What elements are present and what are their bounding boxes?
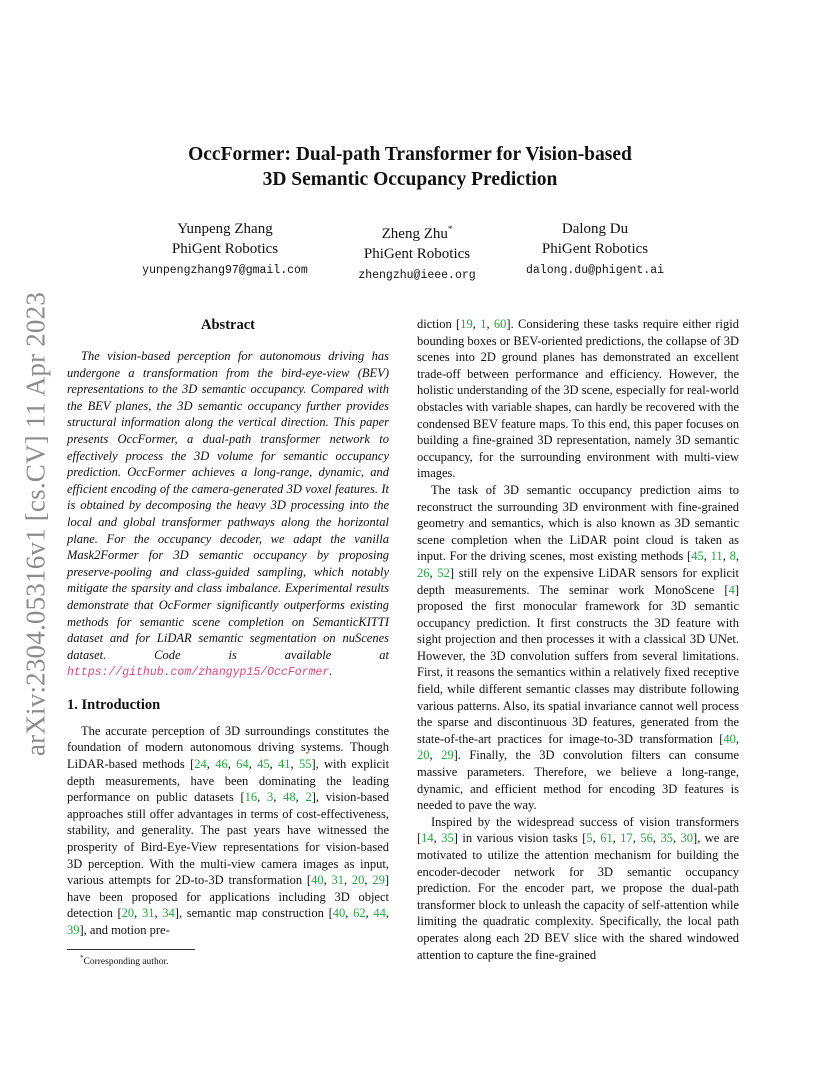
citation-link[interactable]: 39 bbox=[67, 923, 80, 937]
citation-link[interactable]: 20 bbox=[417, 748, 430, 763]
title-line-1: OccFormer: Dual-path Transformer for Vision-based bbox=[188, 144, 632, 165]
arxiv-stamp bbox=[21, 285, 51, 763]
citation-link[interactable]: 44 bbox=[373, 906, 386, 921]
citation-link[interactable]: 29 bbox=[372, 873, 385, 888]
citation-link[interactable]: 14 bbox=[421, 831, 434, 846]
text-run: The task of 3D semantic occupancy prediction aims to reconstruct the surrounding 3D environment with fine-grained geometry and semantics, which is also known as 3D semantic scene completion when the LiDAR point cloud is taken as input. For the driving scenes, most existing methods [ bbox=[417, 482, 739, 564]
citation-link[interactable]: 30 bbox=[680, 831, 694, 846]
citation-link[interactable]: 19 bbox=[460, 317, 473, 331]
right-column bbox=[417, 316, 739, 963]
author-block-1 bbox=[135, 220, 315, 279]
text-run: ] have been proposed for applications including 3D object detection [ bbox=[67, 873, 389, 921]
author-name-line bbox=[327, 220, 507, 245]
author-name: Yunpeng Zhang bbox=[177, 221, 273, 237]
text-run: ], semantic map construction [ bbox=[174, 906, 333, 921]
text-run: Inspired by the widespread success of vision transformers [ bbox=[417, 814, 739, 846]
citation-link[interactable]: 64 bbox=[236, 757, 249, 772]
footnote-rule bbox=[67, 949, 195, 950]
author-email[interactable]: yunpengzhang97@gmail.com bbox=[142, 264, 308, 277]
text-run: , bbox=[385, 906, 389, 921]
citation-link[interactable]: 31 bbox=[331, 873, 344, 888]
text-run: , bbox=[652, 831, 661, 846]
left-column bbox=[67, 316, 389, 939]
citation-link[interactable]: 62 bbox=[353, 906, 366, 921]
text-run: The accurate perception of 3D surroundings constitutes the foundation of modern autonomous driving systems. Though LiDAR-based methods [ bbox=[67, 723, 389, 772]
citation-link[interactable]: 31 bbox=[141, 906, 155, 921]
abstract-end: . bbox=[329, 664, 333, 679]
author-name: Dalong Du bbox=[561, 221, 629, 237]
citation-link[interactable]: 56 bbox=[640, 831, 653, 846]
text-run: ]. Considering these tasks require either rigid bounding boxes or BEV-oriented predictions, the collapse of 3D scenes into 2D ground planes has demonstrated an excellent trade-off between performance and efficiency. However, the holistic understanding of the 3D scene, especially for real-world obstacles with variable shapes, can hardly be recovered with the condensed BEV feature maps. To this end, this paper focuses on building a fine-grained 3D representation, namely 3D semantic occupancy, for the surrounding environment with multi-view images. bbox=[417, 317, 740, 481]
citation-link[interactable]: 40 bbox=[332, 906, 346, 921]
text-run: , bbox=[429, 748, 442, 763]
text-run: , bbox=[592, 831, 601, 846]
section-heading-introduction: 1. Introduction bbox=[67, 696, 161, 713]
citation-link[interactable]: 52 bbox=[437, 565, 450, 580]
citation-link[interactable]: 26 bbox=[417, 565, 430, 580]
citation-link[interactable]: 55 bbox=[298, 757, 312, 772]
text-run: , bbox=[472, 317, 481, 331]
title-line-2: 3D Semantic Occupancy Prediction bbox=[262, 169, 558, 190]
citation-link[interactable]: 3 bbox=[267, 790, 274, 805]
text-run: , bbox=[248, 757, 258, 772]
arxiv-stamp-text: arXiv:2304.05316v1 [cs.CV] 11 Apr 2023 bbox=[20, 291, 51, 757]
citation-link[interactable]: 11 bbox=[710, 549, 723, 564]
author-affiliation: PhiGent Robotics bbox=[363, 245, 471, 262]
citation-link[interactable]: 45 bbox=[257, 757, 270, 772]
text-run: , bbox=[134, 906, 142, 921]
text-run: , bbox=[433, 831, 442, 846]
text-run: , bbox=[269, 757, 278, 772]
author-email[interactable]: zhengzhu@ieee.org bbox=[358, 269, 476, 282]
body-paragraph bbox=[417, 482, 739, 814]
text-run: , bbox=[257, 790, 268, 805]
body-paragraph bbox=[417, 316, 739, 482]
text-run: ], we are motivated to utilize the attention mechanism for building the encoder-decoder network for 3D semantic occupancy prediction. For the encoder part, we propose the dual-path transformer block to unleash the capacity of self-attention while limiting the quadratic complexity. Specifically, the local path operates along each 2D BEV slice with the shared windowed attention to capture the fine-grained bbox=[417, 831, 740, 962]
text-run: , bbox=[295, 790, 306, 805]
citation-link[interactable]: 8 bbox=[729, 549, 736, 564]
author-affiliation: PhiGent Robotics bbox=[171, 240, 279, 257]
intro-paragraph bbox=[67, 723, 389, 939]
citation-link[interactable]: 41 bbox=[278, 757, 291, 772]
text-run: , bbox=[227, 757, 237, 772]
citation-link[interactable]: 61 bbox=[600, 831, 613, 846]
text-run: ], and motion pre- bbox=[79, 923, 170, 937]
text-run: , bbox=[722, 549, 730, 564]
author-email[interactable]: dalong.du@phigent.ai bbox=[525, 264, 665, 277]
citation-link[interactable]: 20 bbox=[121, 906, 135, 921]
text-run: ], vision-based approaches still offer advantages in terms of cost-effectiveness, stability, and generality. The past years have witnessed the prosperity of Bird-Eye-View representations for vision-based 3D perception. With the multi-view camera images as input, various attempts for 2D-to-3D transformation [ bbox=[67, 790, 389, 888]
abstract-body: The vision-based perception for autonomous driving has undergone a transformation from the bird-eye-view (BEV) representations to the 3D semantic occupancy. Compared with the BEV planes, the 3D semantic occupancy further provides structural information along the vertical direction. This paper presents OccFormer, a dual-path transformer network to effectively process the 3D volume for semantic occupancy prediction. OccFormer achieves a long-range, dynamic, and efficient encoding of the camera-generated 3D voxel features. It is obtained by decomposing the heavy 3D processing into the local and global transformer pathways along the horizontal plane. For the occupancy decoder, we adapt the vanilla Mask2Former for 3D semantic occupancy by proposing preserve-pooling and class-guided sampling, which notably mitigate the sparsity and class imbalance. Experimental results demonstrate that OcFormer significantly outperforms existing methods for semantic scene completion on SemanticKITTI dataset and for LiDAR semantic segmentation on nuScenes dataset. Code is available at bbox=[67, 349, 389, 662]
text-run: , bbox=[273, 790, 284, 805]
text-run: , bbox=[735, 549, 739, 564]
author-affiliation: PhiGent Robotics bbox=[541, 240, 649, 257]
text-run: , bbox=[290, 757, 299, 772]
author-block-2 bbox=[327, 220, 507, 284]
citation-link[interactable]: 4 bbox=[728, 582, 735, 597]
text-run: , bbox=[672, 831, 681, 846]
citation-link[interactable]: 45 bbox=[691, 549, 704, 564]
citation-link[interactable]: 16 bbox=[244, 790, 258, 805]
text-run: ] still rely on the expensive LiDAR sensors for explicit depth measurements. The seminar work MonoScene [ bbox=[417, 565, 739, 597]
text-run: , bbox=[703, 549, 711, 564]
citation-link[interactable]: 48 bbox=[283, 790, 296, 805]
text-run: , bbox=[343, 873, 352, 888]
text-run: , bbox=[429, 565, 438, 580]
text-run: , bbox=[206, 757, 216, 772]
text-run: diction [ bbox=[417, 317, 461, 331]
citation-link[interactable]: 35 bbox=[660, 831, 673, 846]
text-run: , bbox=[323, 873, 332, 888]
text-run: , bbox=[486, 317, 494, 331]
text-run: , bbox=[364, 873, 373, 888]
text-run: ] in various vision tasks [ bbox=[453, 831, 587, 846]
text-run: , bbox=[632, 831, 641, 846]
citation-link[interactable]: 35 bbox=[441, 831, 454, 846]
text-run: , bbox=[154, 906, 163, 921]
corresponding-mark: * bbox=[447, 224, 453, 234]
footnote-text: Corresponding author. bbox=[83, 957, 169, 968]
citation-link[interactable]: 40 bbox=[311, 873, 324, 888]
text-run: , bbox=[365, 906, 374, 921]
text-run: , bbox=[345, 906, 354, 921]
abstract-text bbox=[67, 348, 389, 682]
citation-link[interactable]: 17 bbox=[620, 831, 633, 846]
citation-link[interactable]: 29 bbox=[441, 748, 454, 763]
text-run: ]. Finally, the 3D convolution filters can consume massive parameters. Therefore, we believe a long-range, dynamic, and efficient method for encoding 3D features is needed to pave the way. bbox=[417, 748, 739, 813]
text-run: ], with explicit depth measurements, have been dominating the leading performance on public datasets [ bbox=[67, 757, 390, 805]
citation-link[interactable]: 20 bbox=[351, 873, 365, 888]
citation-link[interactable]: 60 bbox=[493, 317, 507, 331]
paper-title bbox=[150, 142, 670, 192]
body-paragraph bbox=[417, 814, 739, 963]
citation-link[interactable]: 24 bbox=[194, 757, 207, 772]
citation-link[interactable]: 40 bbox=[723, 731, 736, 746]
citation-link[interactable]: 2 bbox=[305, 790, 312, 805]
code-link[interactable]: https://github.com/zhangyp15/OccFormer bbox=[67, 666, 330, 680]
citation-link[interactable]: 5 bbox=[586, 831, 593, 846]
abstract-heading: Abstract bbox=[201, 317, 255, 333]
citation-link[interactable]: 46 bbox=[215, 757, 228, 772]
text-run: , bbox=[612, 831, 621, 846]
citation-link[interactable]: 1 bbox=[480, 317, 487, 331]
text-run: , bbox=[735, 731, 739, 746]
footnote bbox=[80, 952, 168, 968]
text-run: ] proposed the first monocular framework for 3D semantic occupancy prediction. It first constructs the 3D feature with sight projection and then processes it with a classical 3D UNet. However, the 3D convolution suffers from several limitations. First, it reasons the semantics within a relatively fixed receptive field, while different semantic classes may distribute following various patterns. Also, its spatial invariance cannot well process the sparse and discontinuous 3D features, generated from the state-of-the-art practices for image-to-3D transformation [ bbox=[417, 582, 739, 746]
author-block-3 bbox=[505, 220, 685, 279]
footnote-mark: * bbox=[80, 954, 84, 962]
citation-link[interactable]: 34 bbox=[162, 906, 175, 921]
author-name: Zheng Zhu bbox=[381, 226, 448, 242]
